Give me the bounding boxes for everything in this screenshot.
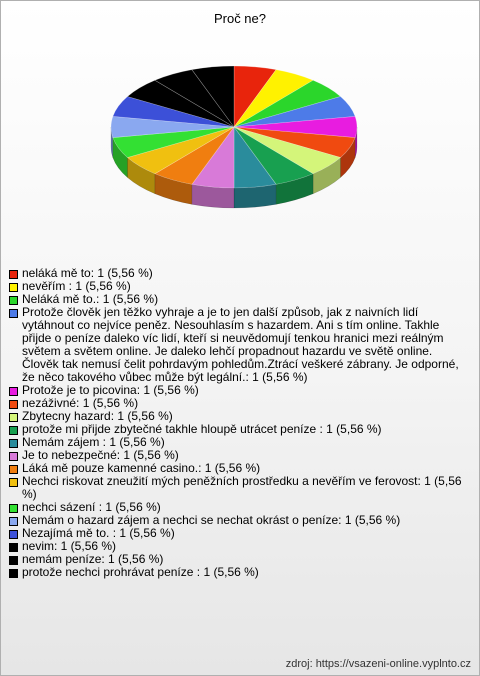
legend-swatch <box>9 465 18 474</box>
legend-label: Nemám zájem : 1 (5,56 %) <box>22 435 165 449</box>
legend-swatch <box>9 270 18 279</box>
legend-label: Neláká mě to.: 1 (5,56 %) <box>22 292 159 306</box>
legend-label: nemám peníze: 1 (5,56 %) <box>22 552 164 566</box>
legend-item <box>9 306 471 384</box>
legend-label: Nezajímá mě to. : 1 (5,56 %) <box>22 526 175 540</box>
legend-swatch <box>9 543 18 552</box>
legend-swatch <box>9 439 18 448</box>
legend-swatch <box>9 413 18 422</box>
legend-label: Nechci riskovat zneužití mých peněžních prostředku a nevěřím ve ferovost: 1 (5,56 %) <box>22 474 462 501</box>
legend-label: nevim: 1 (5,56 %) <box>22 539 117 553</box>
legend-label: protože mi přijde zbytečné takhle hloupě utrácet peníze : 1 (5,56 %) <box>22 422 382 436</box>
legend-item <box>9 475 471 501</box>
legend-swatch <box>9 569 18 578</box>
legend-swatch <box>9 530 18 539</box>
pie-chart <box>1 41 479 251</box>
legend-label: Zbytecny hazard: 1 (5,56 %) <box>22 409 173 423</box>
chart-title: Proč ne? <box>213 11 267 26</box>
legend-label: neláká mě to: 1 (5,56 %) <box>22 266 153 280</box>
legend-swatch <box>9 478 18 487</box>
legend-label: Je to nebezpečné: 1 (5,56 %) <box>22 448 179 462</box>
legend-label: nechci sázení : 1 (5,56 %) <box>22 500 161 514</box>
legend-swatch <box>9 400 18 409</box>
legend-item <box>9 566 471 579</box>
legend-swatch <box>9 504 18 513</box>
legend-label: Nemám o hazard zájem a nechci se nechat okrást o peníze: 1 (5,56 %) <box>22 513 401 527</box>
legend-label: Láká mě pouze kamenné casino.: 1 (5,56 %) <box>22 461 261 475</box>
legend-swatch <box>9 283 18 292</box>
chart-legend <box>9 267 471 579</box>
legend-swatch <box>9 296 18 305</box>
legend-swatch <box>9 426 18 435</box>
legend-label: nevěřím : 1 (5,56 %) <box>22 279 131 293</box>
legend-label: Protože člověk jen těžko vyhraje a je to jen další způsob, jak z naivních lidí vytáhnout co nejvíce peněz. Nesouhlasím s hazardem. Ani s tím online. Takhle přijde o peníze daleko víc lidí, kteří si neuvědomují tenkou hranici mezi reálným světem a světem online. Je daleko lehčí propadnout hazardu ve světě online. Člověk tak nemusí čelit pohrdavým pohledům.Ztrácí veškeré zábrany. Je odporné, že něco takového vůbec může být legální.: 1 (5,56 %) <box>22 305 459 384</box>
legend-swatch <box>9 517 18 526</box>
legend-swatch <box>9 309 18 318</box>
source-note: zdroj: https://vsazeni-online.vyplnto.cz <box>285 658 471 670</box>
legend-label: protože nechci prohrávat peníze : 1 (5,56 %) <box>22 565 259 579</box>
legend-swatch <box>9 387 18 396</box>
legend-swatch <box>9 452 18 461</box>
legend-label: nezáživné: 1 (5,56 %) <box>22 396 139 410</box>
legend-swatch <box>9 556 18 565</box>
legend-label: Protože je to picovina: 1 (5,56 %) <box>22 383 199 397</box>
